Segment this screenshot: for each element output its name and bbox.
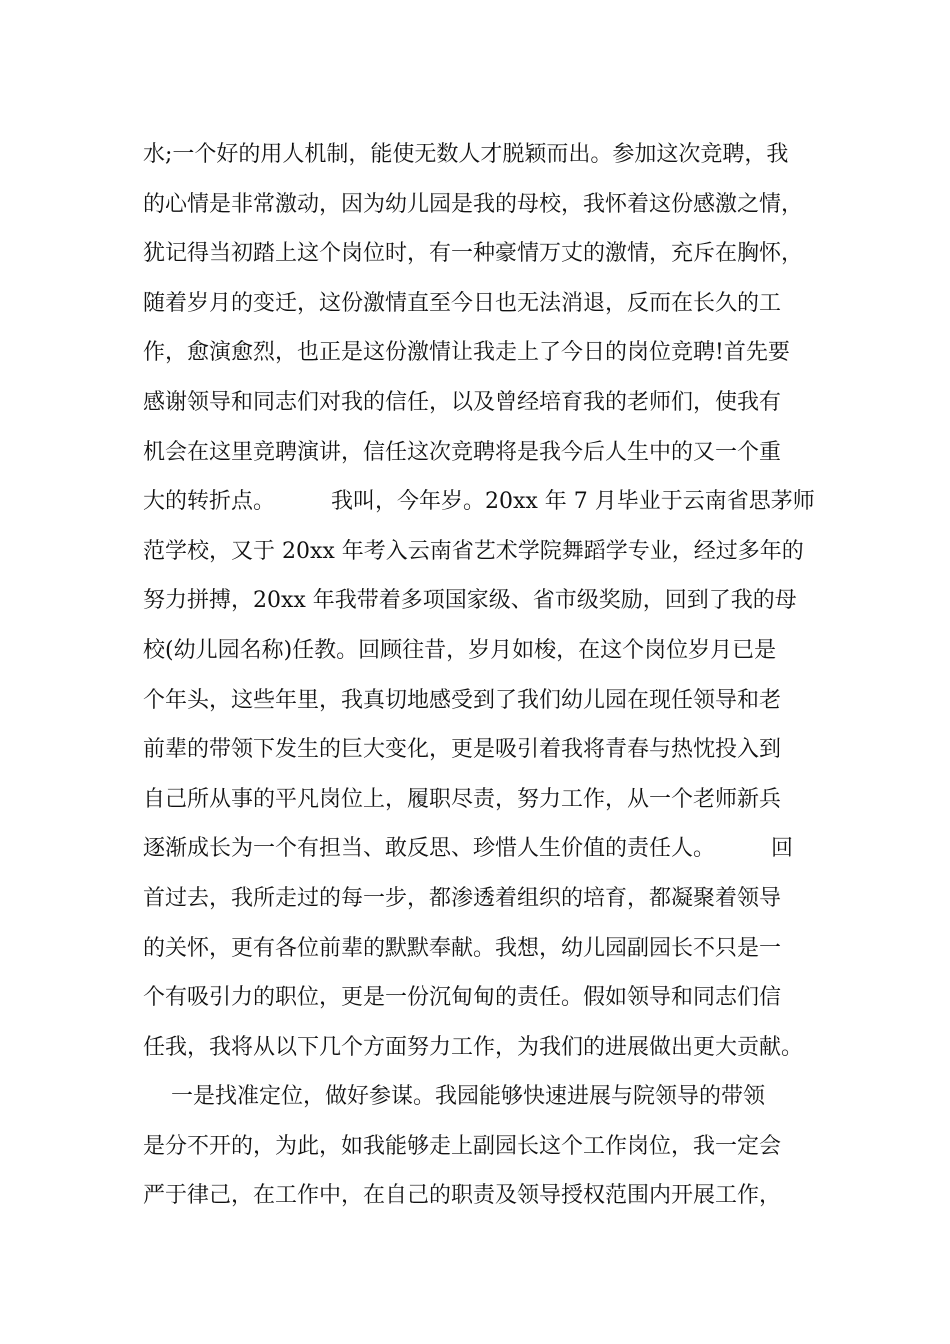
text-line: 随着岁月的变迁，这份激情直至今日也无法消退，反而在长久的工 bbox=[143, 290, 782, 316]
text-line: 首过去，我所走过的每一步，都渗透着组织的培育，都凝聚着领导 bbox=[143, 885, 782, 911]
text-line: 一是找准定位，做好参谋。我园能够快速进展与院领导的带领 bbox=[143, 1084, 765, 1110]
text-line: 个有吸引力的职位，更是一份沉甸甸的责任。假如领导和同志们信 bbox=[143, 985, 782, 1011]
text-line: 大的转折点。 我叫，今年岁。20xx 年 7 月毕业于云南省思茅师 bbox=[143, 489, 815, 515]
text-line: 水;一个好的用人机制，能使无数人才脱颖而出。参加这次竞聘，我 bbox=[143, 142, 789, 167]
text-line: 机会在这里竞聘演讲，信任这次竞聘将是我今后人生中的又一个重 bbox=[143, 439, 782, 465]
text-line: 严于律己，在工作中，在自己的职责及领导授权范围内开展工作， bbox=[143, 1183, 782, 1209]
text-line: 的关怀，更有各位前辈的默默奉献。我想，幼儿园副园长不只是一 bbox=[143, 935, 782, 961]
text-line: 的心情是非常激动，因为幼儿园是我的母校，我怀着这份感激之情， bbox=[143, 191, 804, 217]
text-line: 自己所从事的平凡岗位上，履职尽责，努力工作，从一个老师新兵 bbox=[143, 786, 782, 812]
text-line: 前辈的带领下发生的巨大变化，更是吸引着我将青春与热忱投入到 bbox=[143, 737, 782, 763]
body-text bbox=[143, 130, 843, 1221]
text-line: 是分不开的，为此，如我能够走上副园长这个工作岗位，我一定会 bbox=[143, 1133, 782, 1159]
text-line: 作，愈演愈烈，也正是这份激情让我走上了今日的岗位竞聘!首先要 bbox=[143, 340, 790, 366]
text-line: 感谢领导和同志们对我的信任，以及曾经培育我的老师们，使我有 bbox=[143, 389, 782, 415]
text-line: 犹记得当初踏上这个岗位时，有一种豪情万丈的激情，充斥在胸怀， bbox=[143, 241, 804, 267]
text-line: 范学校，又于 20xx 年考入云南省艺术学院舞蹈学专业，经过多年的 bbox=[143, 538, 804, 564]
text-line: 逐渐成长为一个有担当、敢反思、珍惜人生价值的责任人。 回 bbox=[143, 836, 793, 862]
text-line: 个年头，这些年里，我真切地感受到了我们幼儿园在现任领导和老 bbox=[143, 687, 782, 713]
text-line: 任我，我将从以下几个方面努力工作，为我们的进展做出更大贡献。 bbox=[143, 1034, 804, 1060]
text-line: 努力拼搏，20xx 年我带着多项国家级、省市级奖励，回到了我的母 bbox=[143, 588, 797, 614]
text-line: 校(幼儿园名称)任教。回顾往昔，岁月如梭，在这个岗位岁月已是 bbox=[143, 637, 777, 663]
